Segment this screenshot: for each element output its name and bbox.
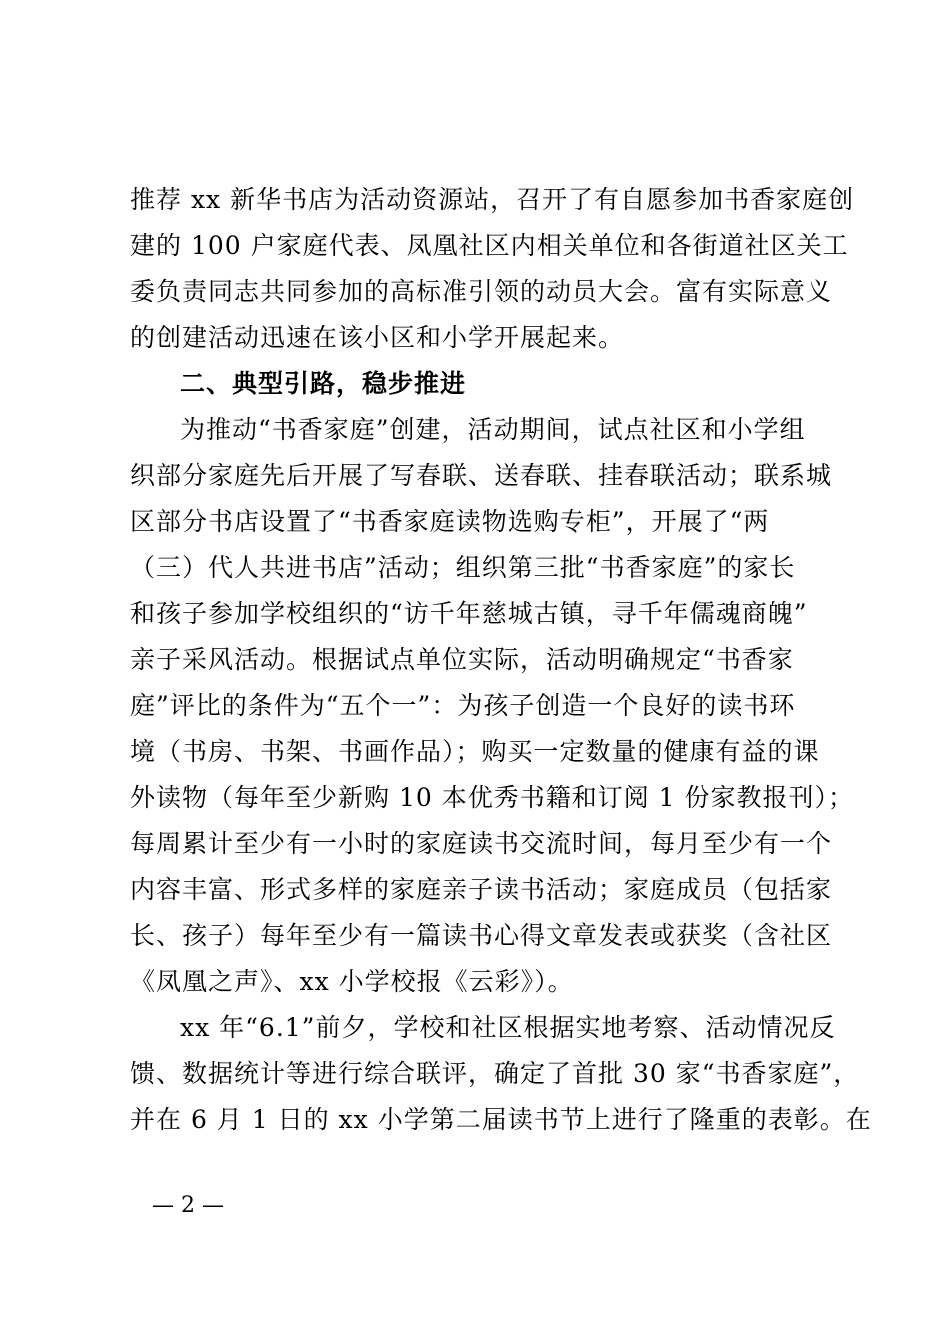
- text-line: 亲子采风活动。根据试点单位实际，活动明确规定“书香家: [130, 645, 794, 674]
- text-line: 长、孩子）每年至少有一篇读书心得文章发表或获奖（含社区: [130, 921, 833, 950]
- text-line: xx 年“6.1”前夕，学校和社区根据实地考察、活动情况反: [180, 1013, 836, 1042]
- section-heading: 二、典型引路，稳步推进: [180, 369, 467, 398]
- text-line: 《凤凰之声》、xx 小学校报《云彩》）。: [130, 967, 574, 996]
- text-line: 庭”评比的条件为“五个一”：为孩子创造一个良好的读书环: [130, 691, 796, 720]
- page-number: — 2 —: [152, 1193, 224, 1218]
- text-line: （三）代人共进书店”活动；组织第三批“书香家庭”的家长: [130, 553, 796, 582]
- text-line: 境（书房、书架、书画作品）；购买一定数量的健康有益的课: [130, 737, 820, 766]
- text-line: 区部分书店设置了“书香家庭读物选购专柜”，开展了“两: [130, 507, 770, 536]
- text-line: 外读物（每年至少新购 10 本优秀书籍和订阅 1 份家教报刊）；: [130, 783, 855, 812]
- text-line: 推荐 xx 新华书店为活动资源站，召开了有自愿参加书香家庭创: [130, 185, 855, 214]
- text-line: 和孩子参加学校组织的“访千年慈城古镇，寻千年儒魂商魄”: [130, 599, 808, 628]
- text-line: 并在 6 月 1 日的 xx 小学第二届读书节上进行了隆重的表彰。在: [130, 1105, 872, 1134]
- text-line: 委负责同志共同参加的高标准引领的动员大会。富有实际意义: [130, 277, 833, 306]
- text-line: 的创建活动迅速在该小区和小学开展起来。: [130, 323, 625, 352]
- text-line: 织部分家庭先后开展了写春联、送春联、挂春联活动；联系城: [130, 461, 833, 490]
- text-line: 每周累计至少有一小时的家庭读书交流时间，每月至少有一个: [130, 829, 833, 858]
- text-line: 馈、数据统计等进行综合联评，确定了首批 30 家“书香家庭”，: [130, 1059, 860, 1088]
- text-line: 为推动“书香家庭”创建，活动期间，试点社区和小学组: [180, 415, 806, 444]
- text-line: 内容丰富、形式多样的家庭亲子读书活动；家庭成员（包括家: [130, 875, 833, 904]
- text-line: 建的 100 户家庭代表、凤凰社区内相关单位和各街道社区关工: [130, 231, 849, 260]
